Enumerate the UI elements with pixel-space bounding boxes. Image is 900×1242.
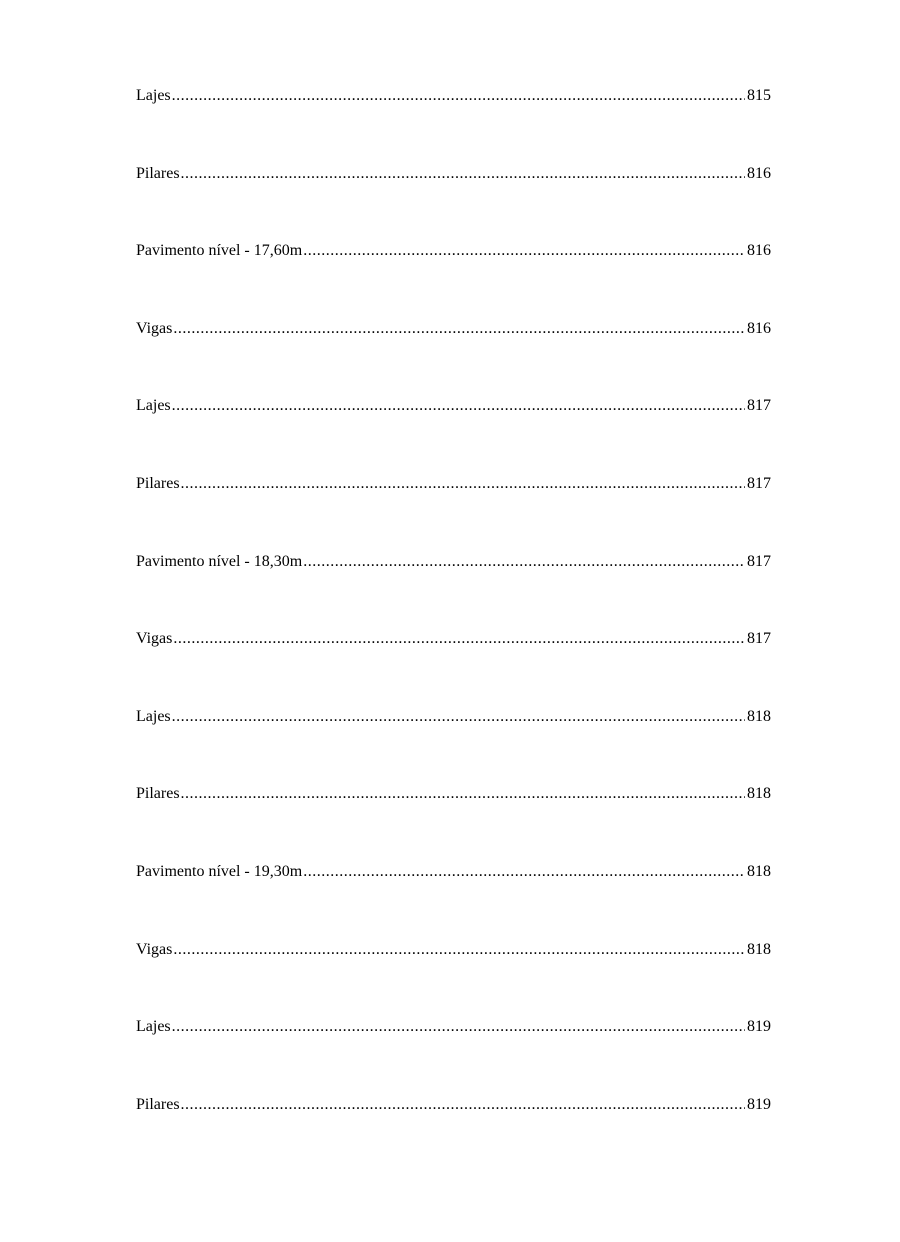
toc-entry[interactable] bbox=[136, 396, 771, 474]
toc-entry[interactable] bbox=[136, 319, 771, 397]
toc-dot-leader bbox=[181, 474, 745, 494]
toc-entry-title: Pilares bbox=[136, 785, 180, 803]
toc-page-number: 816 bbox=[747, 242, 771, 260]
toc-dot-leader bbox=[172, 86, 745, 106]
toc-page-number: 818 bbox=[747, 707, 771, 725]
toc-entry-title: Lajes bbox=[136, 397, 171, 415]
toc-dot-leader bbox=[303, 241, 745, 261]
toc-entry[interactable] bbox=[136, 552, 771, 630]
toc-entry[interactable] bbox=[136, 1017, 771, 1095]
toc-page-number: 818 bbox=[747, 940, 771, 958]
toc-page-number: 819 bbox=[747, 1095, 771, 1113]
toc-page-number: 816 bbox=[747, 164, 771, 182]
toc-page-number: 817 bbox=[747, 552, 771, 570]
toc-entry[interactable] bbox=[136, 164, 771, 242]
toc-dot-leader bbox=[181, 164, 745, 184]
toc-entry-title: Lajes bbox=[136, 1018, 171, 1036]
toc-dot-leader bbox=[173, 940, 745, 960]
toc-dot-leader bbox=[172, 396, 745, 416]
toc-page-number: 818 bbox=[747, 785, 771, 803]
toc-entry-title: Pilares bbox=[136, 1095, 180, 1113]
toc-dot-leader bbox=[173, 629, 745, 649]
toc-page-number: 817 bbox=[747, 474, 771, 492]
toc-dot-leader bbox=[303, 862, 745, 882]
toc-entry-title: Lajes bbox=[136, 87, 171, 104]
toc-dot-leader bbox=[172, 707, 745, 727]
toc-page-number: 817 bbox=[747, 397, 771, 415]
toc-entry-title: Vigas bbox=[136, 940, 173, 958]
toc-entry-title: Vigas bbox=[136, 319, 173, 337]
toc-entry[interactable] bbox=[136, 474, 771, 552]
toc-entry-title: Pavimento nível - 19,30m bbox=[136, 862, 303, 880]
toc-entry[interactable] bbox=[136, 86, 771, 164]
toc-entry-title: Lajes bbox=[136, 707, 171, 725]
toc-dot-leader bbox=[303, 552, 745, 572]
toc-page-number: 816 bbox=[747, 319, 771, 337]
toc-entry[interactable] bbox=[136, 862, 771, 940]
toc-entry[interactable] bbox=[136, 1095, 771, 1173]
toc-entry[interactable] bbox=[136, 940, 771, 1018]
toc-entry[interactable] bbox=[136, 784, 771, 862]
toc-page-number: 817 bbox=[747, 630, 771, 648]
toc-dot-leader bbox=[173, 319, 745, 339]
toc-page-number: 815 bbox=[747, 87, 771, 104]
toc-entry-title: Pilares bbox=[136, 474, 180, 492]
toc-entry[interactable] bbox=[136, 629, 771, 707]
toc-entry-title: Pavimento nível - 18,30m bbox=[136, 552, 303, 570]
toc-entry[interactable] bbox=[136, 707, 771, 785]
toc-page-number: 818 bbox=[747, 862, 771, 880]
toc-dot-leader bbox=[181, 1095, 745, 1115]
toc-entry-title: Pavimento nível - 17,60m bbox=[136, 242, 303, 260]
toc-entry[interactable] bbox=[136, 241, 771, 319]
toc-page-number: 819 bbox=[747, 1018, 771, 1036]
toc-entry-title: Vigas bbox=[136, 630, 173, 648]
toc-entry-title: Pilares bbox=[136, 164, 180, 182]
toc-dot-leader bbox=[181, 784, 745, 804]
table-of-contents bbox=[136, 86, 771, 1172]
toc-dot-leader bbox=[172, 1017, 745, 1037]
